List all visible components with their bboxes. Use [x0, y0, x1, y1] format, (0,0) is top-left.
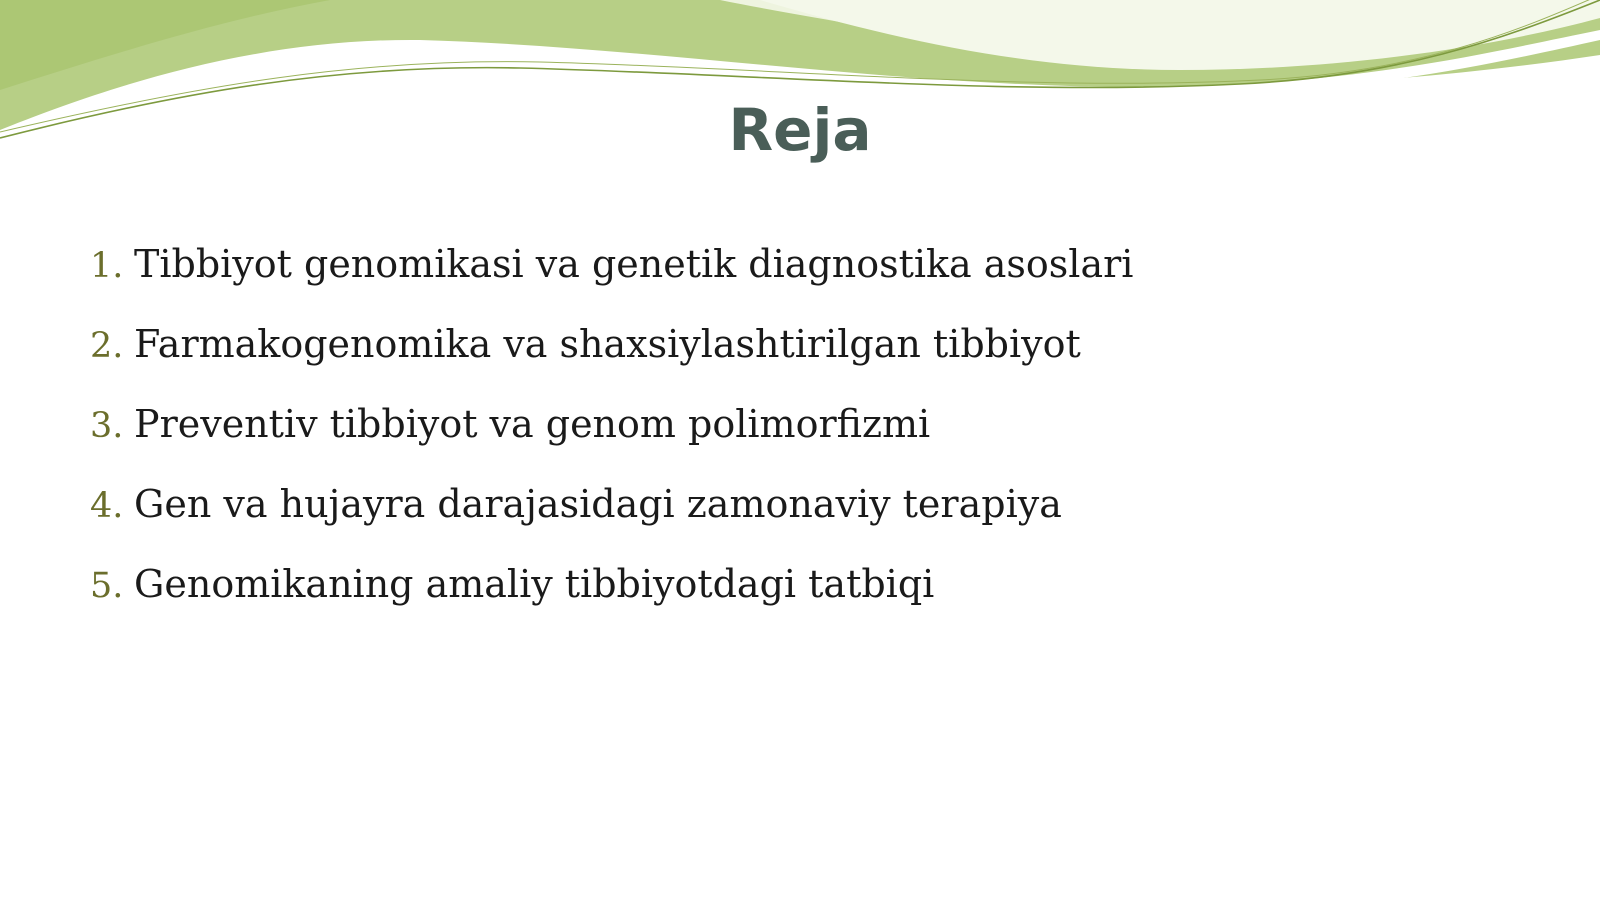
- list-item-text: Tibbiyot genomikasi va genetik diagnostika asoslari: [134, 242, 1134, 286]
- list-item-text: Genomikaning amaliy tibbiyotdagi tatbiqi: [134, 562, 935, 606]
- list-item-number: 3.: [90, 406, 124, 446]
- list-item: [90, 392, 1133, 472]
- list-item-number: 4.: [90, 486, 124, 526]
- list-item: [90, 312, 1133, 392]
- list-item: [90, 232, 1133, 312]
- list-item-number: 5.: [90, 566, 124, 606]
- list-item-text: Gen va hujayra darajasidagi zamonaviy terapiya: [134, 482, 1062, 526]
- list-item: [90, 472, 1133, 552]
- list-item-number: 2.: [90, 326, 124, 366]
- list-item-text: Preventiv tibbiyot va genom polimorfizmi: [134, 402, 931, 446]
- list-item-number: 1.: [90, 246, 124, 286]
- list-item: [90, 552, 1133, 632]
- plan-list: [90, 232, 1133, 632]
- list-item-text: Farmakogenomika va shaxsiylashtirilgan tibbiyot: [134, 322, 1081, 366]
- slide-title: Reja: [728, 96, 872, 164]
